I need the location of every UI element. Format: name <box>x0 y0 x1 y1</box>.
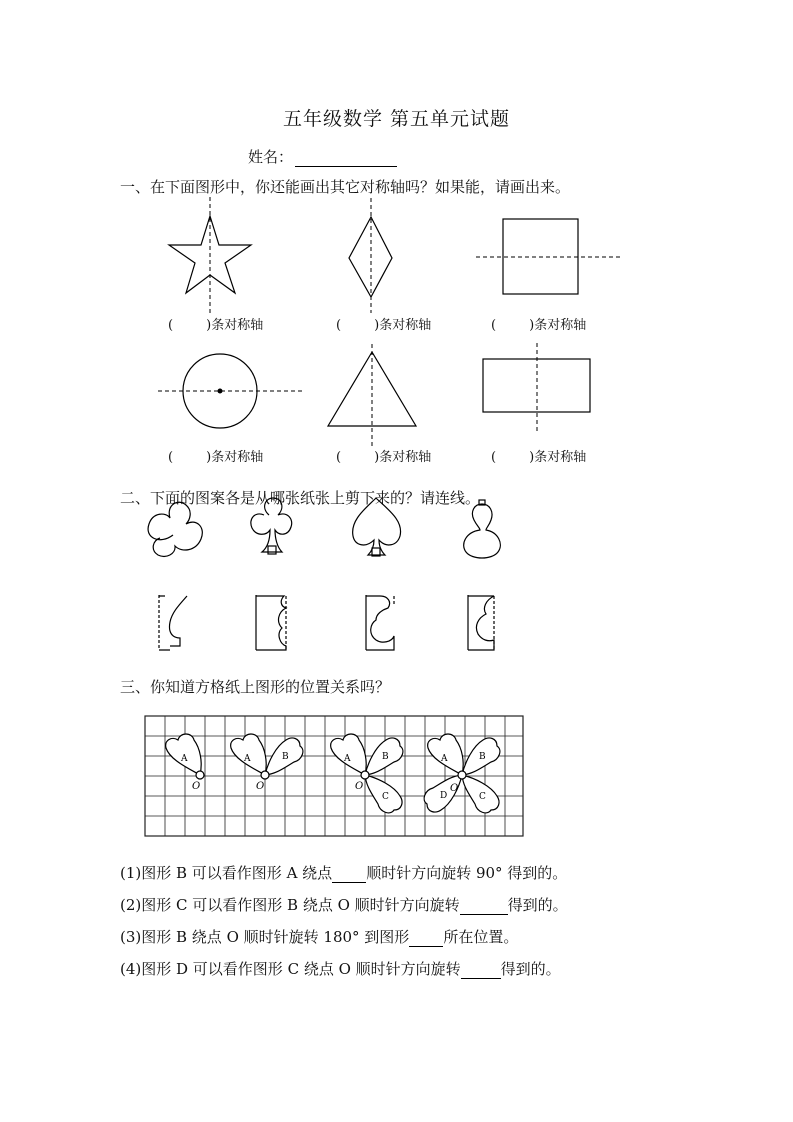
axis-count-label-circle: ( )条对称轴 <box>168 450 264 465</box>
label-a-2: A <box>244 754 251 764</box>
question-3-item-1: (1)图形 B 可以看作图形 A 绕点 顺时针方向旋转 90° 得到的。 <box>120 864 568 882</box>
question-2-text: 二、下面的图案各是从哪张纸张上剪下来的？请连线。 <box>120 489 481 507</box>
label-d-4: D <box>440 791 448 801</box>
label-c-3: C <box>382 792 389 802</box>
label-o-3: O <box>355 781 364 792</box>
question-3-item-3: (3)图形 B 绕点 O 顺时针旋转 180° 到图形 所在位置。 <box>120 928 519 946</box>
question-3-item-4: (4)图形 D 可以看作图形 C 绕点 O 顺时针方向旋转 得到的。 <box>120 960 561 978</box>
flower-group-3 <box>331 734 403 813</box>
axis-count-label-triangle: ( )条对称轴 <box>336 450 432 465</box>
answer-blank-3[interactable] <box>409 932 443 947</box>
label-a-1: A <box>181 754 188 764</box>
label-o-2: O <box>256 781 265 792</box>
label-a-3: A <box>344 754 351 764</box>
question-3-text: 三、你知道方格纸上图形的位置关系吗？ <box>120 678 391 696</box>
flower-group-4 <box>424 734 500 813</box>
name-label: 姓名： <box>248 148 294 166</box>
answer-blank-1[interactable] <box>332 868 366 883</box>
page-title: 五年级数学 第五单元试题 <box>282 108 511 130</box>
axis-count-label-star: ( )条对称轴 <box>168 318 264 333</box>
answer-blank-2[interactable] <box>460 900 508 915</box>
axis-count-label-square: ( )条对称轴 <box>491 318 587 333</box>
label-c-4: C <box>479 792 486 802</box>
answer-blank-4[interactable] <box>461 964 501 979</box>
label-b-4: B <box>479 752 486 762</box>
flower-group-2 <box>231 734 303 779</box>
axis-count-label-rectangle: ( )条对称轴 <box>491 450 587 465</box>
question-1-text: 一、在下面图形中，你还能画出其它对称轴吗？如果能，请画出来。 <box>120 178 571 196</box>
label-b-2: B <box>282 752 289 762</box>
label-a-4: A <box>441 754 448 764</box>
label-b-3: B <box>382 752 389 762</box>
label-o-4: O <box>450 783 459 794</box>
question-3-item-2: (2)图形 C 可以看作图形 B 绕点 O 顺时针方向旋转 得到的。 <box>120 896 568 914</box>
axis-count-label-diamond: ( )条对称轴 <box>336 318 432 333</box>
label-o-1: O <box>192 781 201 792</box>
